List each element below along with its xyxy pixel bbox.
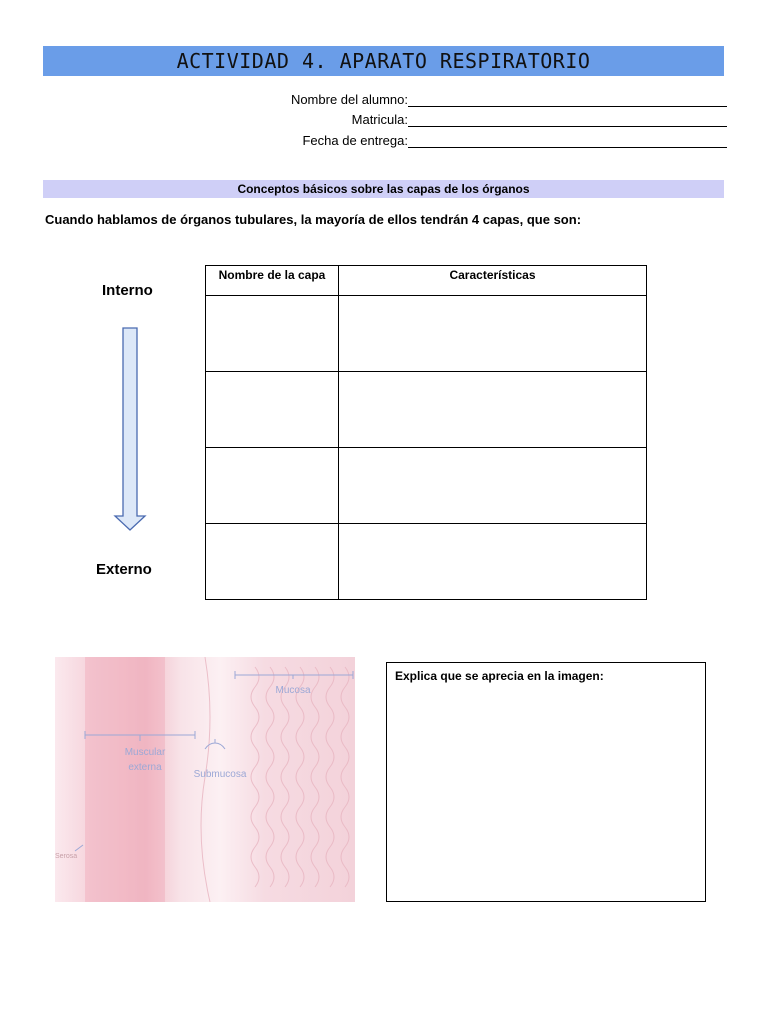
explain-prompt: Explica que se aprecia en la imagen:	[395, 669, 604, 683]
id-label: Matricula:	[351, 112, 408, 127]
characteristics-cell[interactable]	[339, 448, 647, 524]
date-field	[200, 133, 408, 149]
characteristics-cell[interactable]	[339, 372, 647, 448]
explain-answer-box[interactable]	[386, 662, 706, 902]
serosa-label: Serosa	[55, 853, 78, 860]
student-name-field	[200, 92, 408, 108]
interno-label: Interno	[102, 282, 153, 299]
muscular-label-line1: Muscular	[124, 747, 166, 758]
student-name-label: Nombre del alumno:	[290, 92, 408, 107]
layer-name-cell[interactable]	[206, 524, 339, 600]
down-arrow-icon	[110, 326, 150, 534]
histology-image	[55, 657, 355, 902]
table-row	[206, 296, 647, 372]
submucosa-label: Submucosa	[193, 769, 247, 780]
externo-label: Externo	[96, 561, 152, 578]
layer-name-cell[interactable]	[206, 448, 339, 524]
table-header-row	[206, 266, 647, 296]
table-row	[206, 448, 647, 524]
table-row	[206, 524, 647, 600]
column-header-layer-name: Nombre de la capa	[206, 266, 339, 296]
section-title: Conceptos básicos sobre las capas de los órganos	[43, 180, 724, 198]
characteristics-cell[interactable]	[339, 296, 647, 372]
page-title: ACTIVIDAD 4. APARATO RESPIRATORIO	[176, 49, 591, 73]
column-header-characteristics: Características	[339, 266, 647, 296]
mucosa-label: Mucosa	[275, 685, 311, 696]
table-row	[206, 372, 647, 448]
id-line[interactable]	[408, 126, 727, 127]
student-name-line[interactable]	[408, 106, 727, 107]
id-field	[200, 112, 408, 128]
layer-name-cell[interactable]	[206, 372, 339, 448]
intro-text: Cuando hablamos de órganos tubulares, la mayoría de ellos tendrán 4 capas, que son:	[45, 212, 582, 227]
date-line[interactable]	[408, 147, 727, 148]
characteristics-cell[interactable]	[339, 524, 647, 600]
layer-name-cell[interactable]	[206, 296, 339, 372]
muscular-label-line2: externa	[128, 762, 162, 773]
layers-table	[205, 265, 647, 600]
title-bar	[43, 46, 724, 76]
date-label: Fecha de entrega:	[302, 133, 408, 148]
